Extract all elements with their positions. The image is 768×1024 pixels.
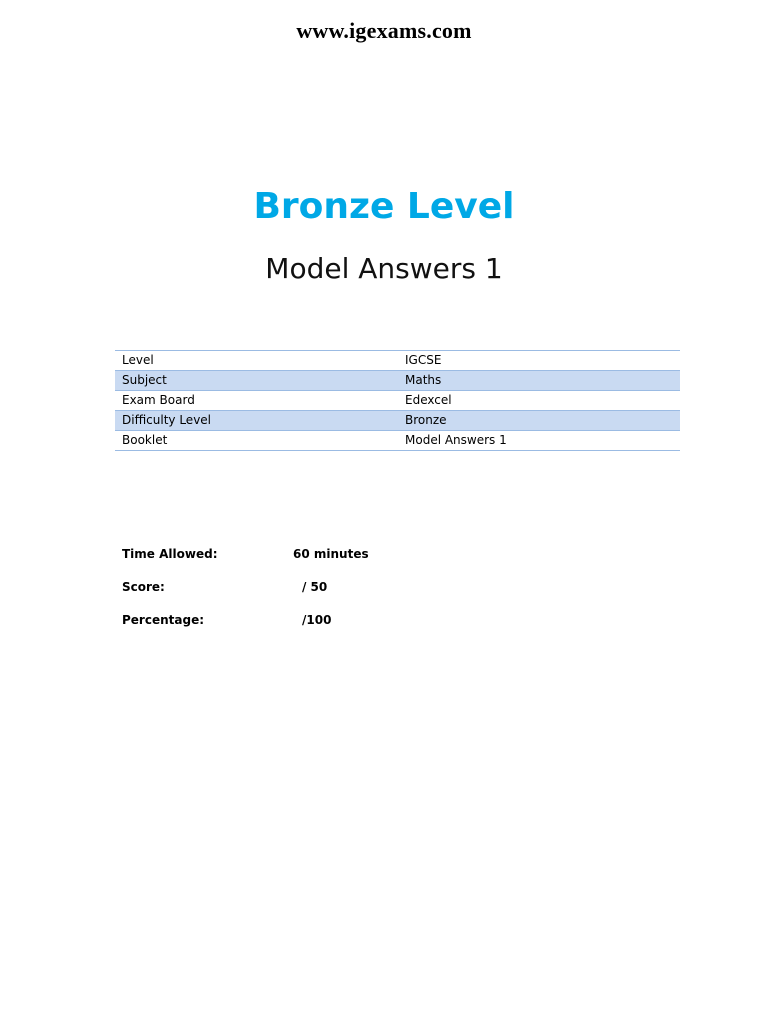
row-label: Difficulty Level — [122, 413, 212, 427]
row-value: Bronze — [405, 413, 447, 427]
score-row — [122, 580, 522, 613]
row-value: Edexcel — [405, 393, 452, 407]
table-row — [115, 351, 680, 370]
row-label: Exam Board — [122, 393, 195, 407]
percentage-value: /100 — [302, 613, 332, 627]
page-title: Bronze Level — [253, 186, 515, 227]
row-label: Booklet — [122, 433, 168, 447]
time-allowed-value: 60 minutes — [293, 547, 369, 561]
row-label: Level — [122, 353, 154, 367]
exam-meta — [122, 547, 522, 646]
site-url: www.igexams.com — [296, 18, 472, 43]
table-row — [115, 370, 680, 390]
time-allowed-label: Time Allowed: — [122, 547, 218, 561]
table-row — [115, 430, 680, 450]
row-label: Subject — [122, 373, 167, 387]
info-table — [115, 350, 680, 451]
percentage-row — [122, 613, 522, 646]
score-value: / 50 — [302, 580, 328, 594]
time-allowed-row — [122, 547, 522, 580]
table-row — [115, 390, 680, 410]
row-value: Model Answers 1 — [405, 433, 507, 447]
page-subtitle: Model Answers 1 — [265, 252, 503, 285]
score-label: Score: — [122, 580, 165, 594]
percentage-label: Percentage: — [122, 613, 205, 627]
table-row — [115, 410, 680, 430]
row-value: IGCSE — [405, 353, 442, 367]
row-value: Maths — [405, 373, 442, 387]
